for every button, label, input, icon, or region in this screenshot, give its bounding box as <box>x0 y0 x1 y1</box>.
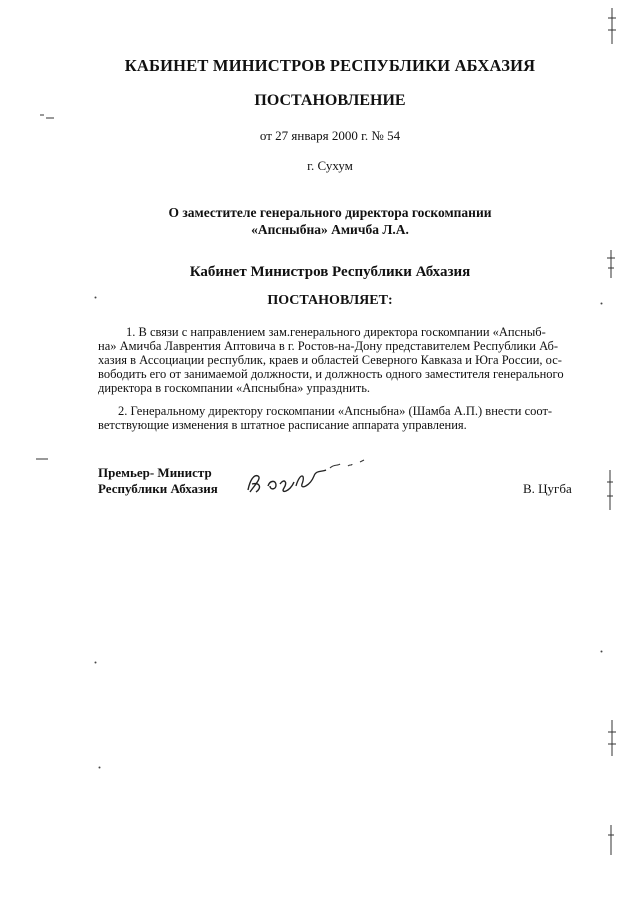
scan-mark-left-1 <box>40 114 54 120</box>
body-heading: Кабинет Министров Республики Абхазия <box>189 264 471 280</box>
paragraph-2-line: ветствующие изменения в штатное расписание аппарата управления. <box>98 418 467 432</box>
scan-dot-1 <box>94 296 97 299</box>
document-city: г. Сухум <box>307 158 353 173</box>
paragraph-1-line: на» Амичба Лаврентия Аптовича в г. Ростов-на-Дону представителем Республики Аб- <box>98 339 558 353</box>
scan-dot-5 <box>600 650 603 653</box>
scan-mark-right-4 <box>606 720 618 756</box>
paragraph-2 <box>98 404 586 432</box>
scan-dot-3 <box>98 766 101 769</box>
signatory-title-line-2: Республики Абхазия <box>98 481 218 496</box>
signatory-title <box>98 465 218 497</box>
document-subject <box>0 204 640 238</box>
document-type: ПОСТАНОВЛЕНИЕ <box>254 92 406 109</box>
scan-mark-right-1 <box>606 8 618 44</box>
scan-dot-4 <box>600 302 603 305</box>
scan-mark-right-5 <box>606 825 616 855</box>
signatory-title-line-1: Премьер- Министр <box>98 465 212 480</box>
scan-mark-right-2 <box>605 250 617 278</box>
paragraph-1-line: хазия в Ассоциации республик, краев и областей Северного Кавказа и Юга России, ос- <box>98 353 562 367</box>
paragraph-1-line: директора в госкомпании «Апсныбна» упразднить. <box>98 381 371 395</box>
paragraph-1-line: 1. В связи с направлением зам.генерального директора госкомпании «Апсныб- <box>126 325 546 339</box>
paragraph-2-line: 2. Генеральному директору госкомпании «Апсныбна» (Шамба А.П.) внести соот- <box>118 404 553 418</box>
subject-line-1: О заместителе генерального директора госкомпании <box>168 205 492 220</box>
document-date: от 27 января 2000 г. № 54 <box>259 128 401 143</box>
scan-mark-right-3 <box>605 470 615 510</box>
signatory-name: В. Цугба <box>523 481 572 496</box>
scan-mark-left-2 <box>36 457 48 461</box>
paragraph-1 <box>98 325 586 395</box>
paragraph-1-line: вободить его от занимаемой должности, и должность одного заместителя генерального <box>98 367 564 381</box>
subject-line-2: «Апсныбна» Амичба Л.А. <box>251 222 409 237</box>
handwritten-signature <box>240 452 380 502</box>
body-decree: ПОСТАНОВЛЯЕТ: <box>267 293 393 308</box>
organization-title: КАБИНЕТ МИНИСТРОВ РЕСПУБЛИКИ АБХАЗИЯ <box>124 56 536 75</box>
scan-dot-2 <box>94 661 97 664</box>
